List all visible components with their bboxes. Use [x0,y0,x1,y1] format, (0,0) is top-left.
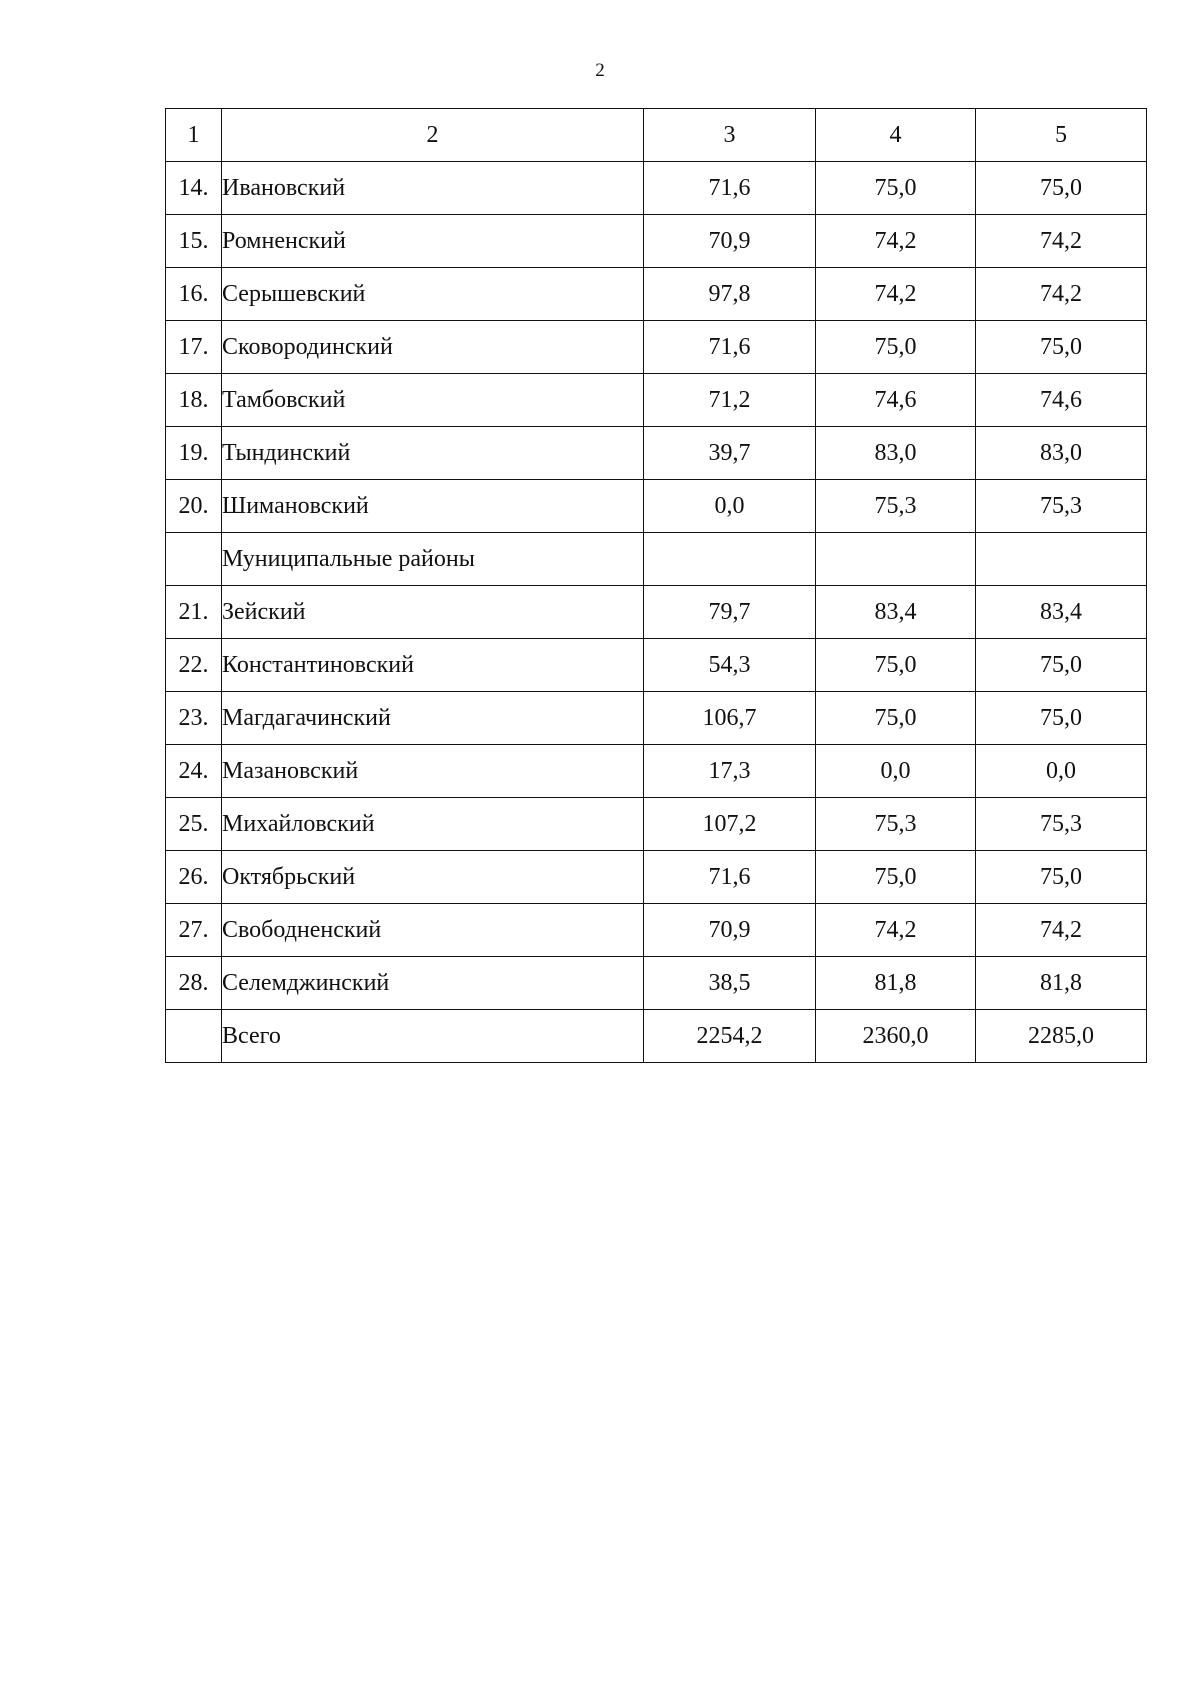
value-col-4: 81,8 [816,957,976,1010]
value-col-3: 106,7 [644,692,816,745]
value-col-4: 74,2 [816,268,976,321]
table-row [166,1010,1147,1063]
value-col-4: 75,3 [816,798,976,851]
district-name: Ромненский [222,215,644,268]
row-number: 23. [166,692,222,745]
row-number: 21. [166,586,222,639]
district-name: Всего [222,1010,644,1063]
value-col-5: 0,0 [976,745,1147,798]
value-col-3: 71,6 [644,851,816,904]
table-header [166,109,1147,162]
header-cell-1: 1 [166,109,222,162]
table-row [166,798,1147,851]
row-number: 14. [166,162,222,215]
row-number: 22. [166,639,222,692]
district-name: Свободненский [222,904,644,957]
row-number: 16. [166,268,222,321]
value-col-3: 71,2 [644,374,816,427]
value-col-3: 17,3 [644,745,816,798]
value-col-3: 71,6 [644,321,816,374]
row-number: 26. [166,851,222,904]
header-cell-2: 2 [222,109,644,162]
value-col-4: 75,0 [816,851,976,904]
value-col-5: 75,3 [976,480,1147,533]
table-row [166,851,1147,904]
page-number: 2 [595,60,605,81]
value-col-5: 74,2 [976,904,1147,957]
district-name: Сковородинский [222,321,644,374]
value-col-3: 107,2 [644,798,816,851]
value-col-4: 75,0 [816,162,976,215]
value-col-5: 74,2 [976,215,1147,268]
value-col-5: 75,0 [976,692,1147,745]
value-col-4: 75,0 [816,321,976,374]
value-col-4: 74,2 [816,904,976,957]
value-col-4: 2360,0 [816,1010,976,1063]
value-col-4: 75,3 [816,480,976,533]
district-name: Октябрьский [222,851,644,904]
district-name: Константиновский [222,639,644,692]
value-col-5: 75,3 [976,798,1147,851]
value-col-4: 83,0 [816,427,976,480]
value-col-5: 83,4 [976,586,1147,639]
value-col-4 [816,533,976,586]
table-row [166,692,1147,745]
table-row [166,586,1147,639]
value-col-5: 75,0 [976,321,1147,374]
district-name: Тындинский [222,427,644,480]
district-name: Шимановский [222,480,644,533]
value-col-4: 74,2 [816,215,976,268]
row-number: 17. [166,321,222,374]
table-row [166,162,1147,215]
row-number: 24. [166,745,222,798]
value-col-3: 79,7 [644,586,816,639]
value-col-5 [976,533,1147,586]
value-col-4: 0,0 [816,745,976,798]
value-col-4: 75,0 [816,639,976,692]
header-cell-4: 4 [816,109,976,162]
district-name: Муниципальные районы [222,533,644,586]
value-col-5: 75,0 [976,162,1147,215]
table-row [166,904,1147,957]
value-col-5: 74,2 [976,268,1147,321]
row-number: 15. [166,215,222,268]
row-number: 20. [166,480,222,533]
district-name: Магдагачинский [222,692,644,745]
table-row [166,374,1147,427]
row-number [166,533,222,586]
row-number: 25. [166,798,222,851]
value-col-5: 2285,0 [976,1010,1147,1063]
value-col-3: 70,9 [644,215,816,268]
value-col-3: 39,7 [644,427,816,480]
value-col-5: 81,8 [976,957,1147,1010]
table-row [166,480,1147,533]
header-row [166,109,1147,162]
value-col-3: 97,8 [644,268,816,321]
district-name: Михайловский [222,798,644,851]
district-name: Селемджинский [222,957,644,1010]
table-row [166,215,1147,268]
value-col-4: 83,4 [816,586,976,639]
value-col-5: 83,0 [976,427,1147,480]
row-number: 19. [166,427,222,480]
table-row [166,745,1147,798]
value-col-5: 75,0 [976,639,1147,692]
district-name: Мазановский [222,745,644,798]
value-col-4: 75,0 [816,692,976,745]
table-row [166,639,1147,692]
row-number: 18. [166,374,222,427]
table-row [166,533,1147,586]
table-body [166,162,1147,1063]
header-cell-3: 3 [644,109,816,162]
district-name: Ивановский [222,162,644,215]
data-table [165,108,1147,1063]
value-col-3: 2254,2 [644,1010,816,1063]
value-col-4: 74,6 [816,374,976,427]
value-col-3: 70,9 [644,904,816,957]
value-col-3: 71,6 [644,162,816,215]
value-col-5: 75,0 [976,851,1147,904]
table-row [166,957,1147,1010]
district-name: Серышевский [222,268,644,321]
value-col-3: 38,5 [644,957,816,1010]
row-number: 28. [166,957,222,1010]
table-row [166,268,1147,321]
value-col-3 [644,533,816,586]
table-row [166,321,1147,374]
row-number: 27. [166,904,222,957]
district-name: Тамбовский [222,374,644,427]
value-col-3: 54,3 [644,639,816,692]
row-number [166,1010,222,1063]
district-name: Зейский [222,586,644,639]
header-cell-5: 5 [976,109,1147,162]
table-row [166,427,1147,480]
value-col-5: 74,6 [976,374,1147,427]
value-col-3: 0,0 [644,480,816,533]
